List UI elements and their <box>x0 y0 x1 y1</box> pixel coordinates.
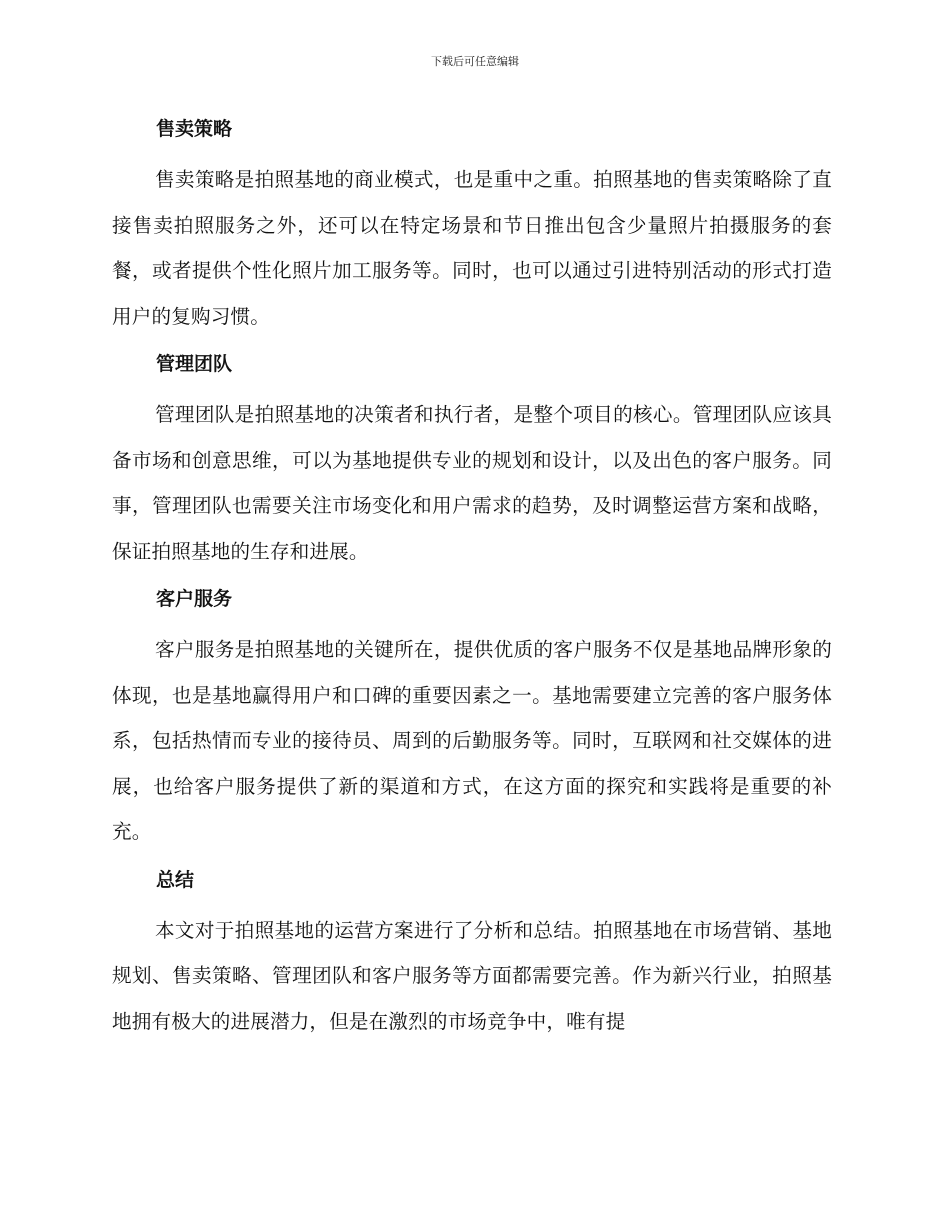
section-paragraph: 本文对于拍照基地的运营方案进行了分析和总结。拍照基地在市场营销、基地规划、售卖策略、管理团队和客户服务等方面都需要完善。作为新兴行业，拍照基地拥有极大的进展潜力，但是在激烈的市场竞争中，唯有提 <box>112 918 832 1033</box>
section-heading: 客户服务 <box>156 588 233 610</box>
section-heading: 管理团队 <box>156 353 233 375</box>
section-paragraph: 售卖策略是拍照基地的商业模式，也是重中之重。拍照基地的售卖策略除了直接售卖拍照服务之外，还可以在特定场景和节日推出包含少量照片拍摄服务的套餐，或者提供个性化照片加工服务等。同时，也可以通过引进特别活动的形式打造用户的复购习惯。 <box>112 168 832 328</box>
section-heading: 总结 <box>156 868 195 891</box>
section-management-team <box>112 347 832 574</box>
section-summary <box>112 863 832 1045</box>
section-customer-service <box>112 582 832 855</box>
section-paragraph: 客户服务是拍照基地的关键所在，提供优质的客户服务不仅是基地品牌形象的体现，也是基地赢得用户和口碑的重要因素之一。基地需要建立完善的客户服务体系，包括热情而专业的接待员、周到的后勤服务等。同时，互联网和社交媒体的进展，也给客户服务提供了新的渠道和方式，在这方面的探究和实践将是重要的补充。 <box>112 638 832 843</box>
document-body <box>112 112 832 1052</box>
page-header: 下载后可任意编辑 <box>431 55 519 68</box>
section-heading: 售卖策略 <box>156 118 233 140</box>
section-sales-strategy <box>112 112 832 339</box>
section-paragraph: 管理团队是拍照基地的决策者和执行者，是整个项目的核心。管理团队应该具备市场和创意思维，可以为基地提供专业的规划和设计，以及出色的客户服务。同事，管理团队也需要关注市场变化和用户需求的趋势，及时调整运营方案和战略，保证拍照基地的生存和进展。 <box>112 403 832 563</box>
